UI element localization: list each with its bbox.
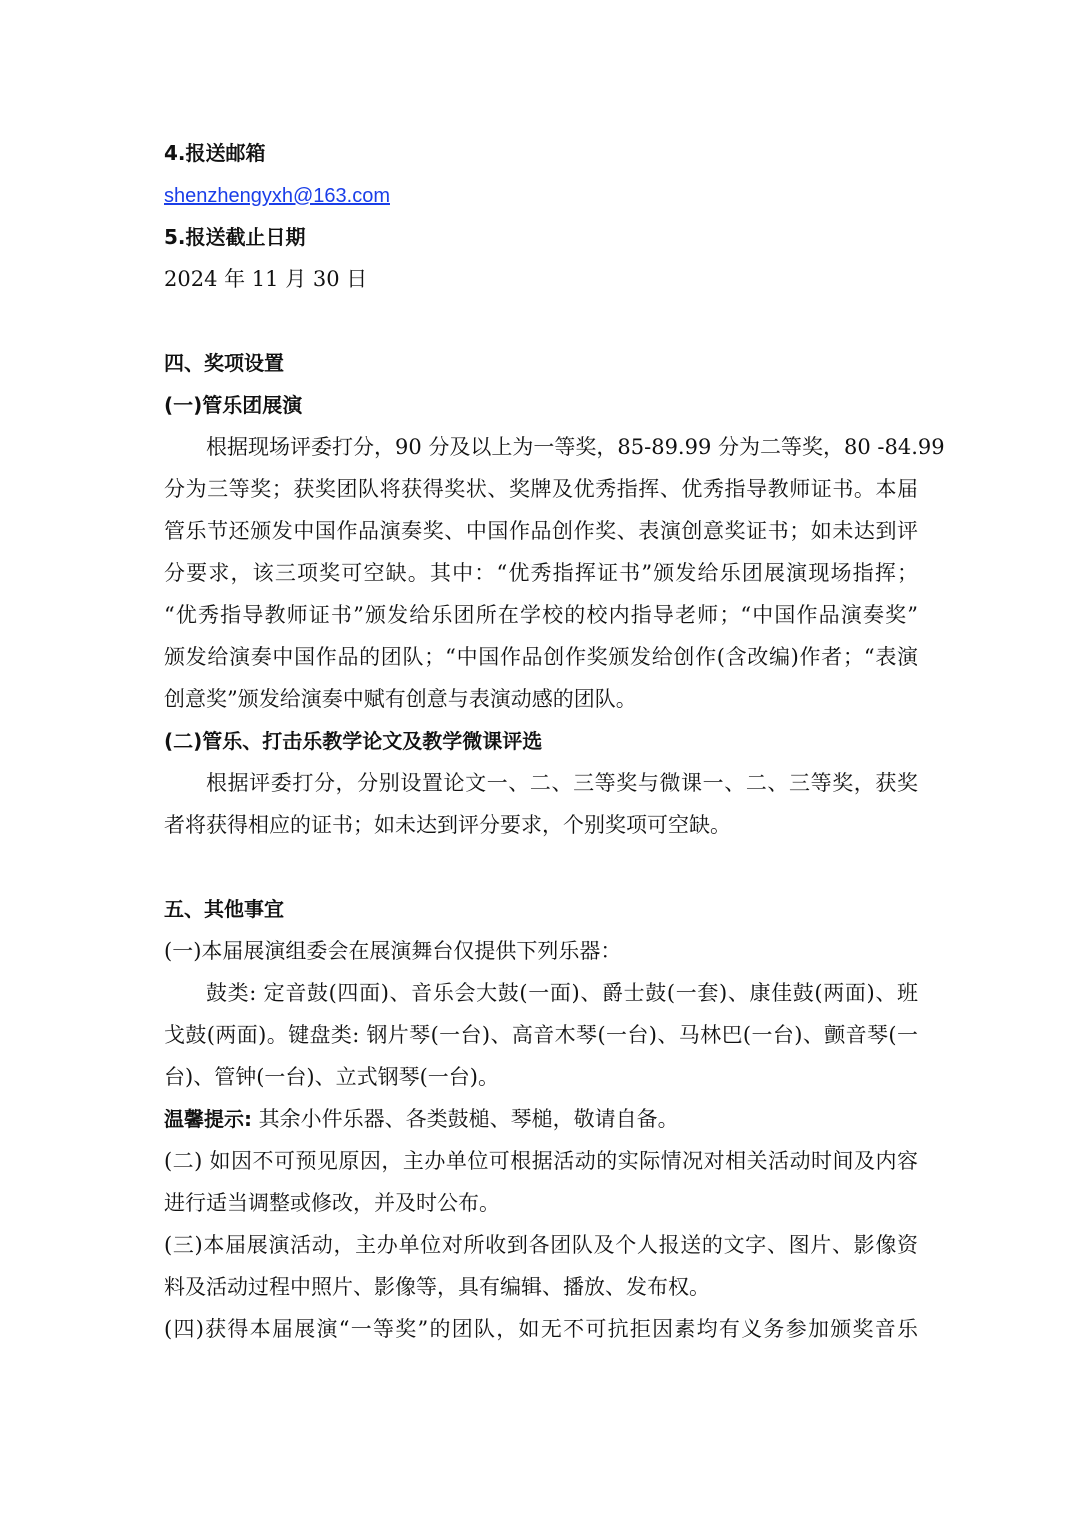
- section5-heading: 五、其他事宜: [164, 897, 284, 921]
- paragraph-line: 根据现场评委打分，90 分及以上为一等奖，85-89.99 分为二等奖，80 -84.99: [206, 435, 945, 459]
- item5-heading: 5.报送截止日期: [164, 225, 306, 249]
- spacer: [164, 846, 918, 888]
- paragraph-line: 者将获得相应的证书；如未达到评分要求，个别奖项可空缺。: [164, 813, 731, 837]
- paragraph-line: 进行适当调整或修改，并及时公布。: [164, 1191, 500, 1215]
- section5-item1-intro: (一)本届展演组委会在展演舞台仅提供下列乐器：: [164, 939, 622, 963]
- document-page: [164, 132, 945, 1350]
- section4-sub2-heading: (二)管乐、打击乐教学论文及教学微课评选: [164, 729, 543, 753]
- section4-sub1-heading: (一)管乐团展演: [164, 393, 303, 417]
- warm-tip-label: 温馨提示:: [164, 1107, 252, 1131]
- paragraph-line: 料及活动过程中照片、影像等，具有编辑、播放、发布权。: [164, 1275, 710, 1299]
- email-line: [164, 174, 918, 216]
- paragraph-line: 根据评委打分，分别设置论文一、二、三等奖与微课一、二、三等奖，获奖: [206, 771, 918, 795]
- paragraph-line: 颁发给演奏中国作品的团队；“中国作品创作奖颁发给创作(含改编)作者；“表演: [164, 645, 918, 669]
- section4-heading: 四、奖项设置: [164, 351, 284, 375]
- instrument-line: 戈鼓(两面)。键盘类: 钢片琴(一台)、高音木琴(一台)、马林巴(一台)、颤音琴(一: [164, 1023, 918, 1047]
- item4-heading: 4.报送邮箱: [164, 141, 266, 165]
- paragraph-line: (四)获得本届展演“一等奖”的团队，如无不可抗拒因素均有义务参加颁奖音乐: [164, 1317, 918, 1341]
- paragraph-line: “优秀指导教师证书”颁发给乐团所在学校的校内指导老师；“中国作品演奏奖”: [164, 603, 918, 627]
- paragraph-line: (三)本届展演活动，主办单位对所收到各团队及个人报送的文字、图片、影像资: [164, 1233, 918, 1257]
- paragraph-line: (二) 如因不可预见原因，主办单位可根据活动的实际情况对相关活动时间及内容: [164, 1149, 918, 1173]
- deadline-text: 2024 年 11 月 30 日: [164, 267, 368, 291]
- warm-tip: [164, 1098, 918, 1140]
- instrument-line: 鼓类: 定音鼓(四面)、音乐会大鼓(一面)、爵士鼓(一套)、康佳鼓(两面)、班: [206, 981, 918, 1005]
- instrument-line: 台)、管钟(一台)、立式钢琴(一台)。: [164, 1065, 499, 1089]
- paragraph-line: 创意奖”颁发给演奏中赋有创意与表演动感的团队。: [164, 687, 637, 711]
- paragraph-line: 管乐节还颁发中国作品演奏奖、中国作品创作奖、表演创意奖证书；如未达到评: [164, 519, 918, 543]
- warm-tip-text: 其余小件乐器、各类鼓槌、琴槌，敬请自备。: [252, 1107, 679, 1131]
- email-link[interactable]: shenzhengyxh@163.com: [164, 185, 390, 207]
- paragraph-line: 分要求，该三项奖可空缺。其中：“优秀指挥证书”颁发给乐团展演现场指挥；: [164, 561, 918, 585]
- spacer: [164, 300, 918, 342]
- paragraph-line: 分为三等奖；获奖团队将获得奖状、奖牌及优秀指挥、优秀指导教师证书。本届: [164, 477, 918, 501]
